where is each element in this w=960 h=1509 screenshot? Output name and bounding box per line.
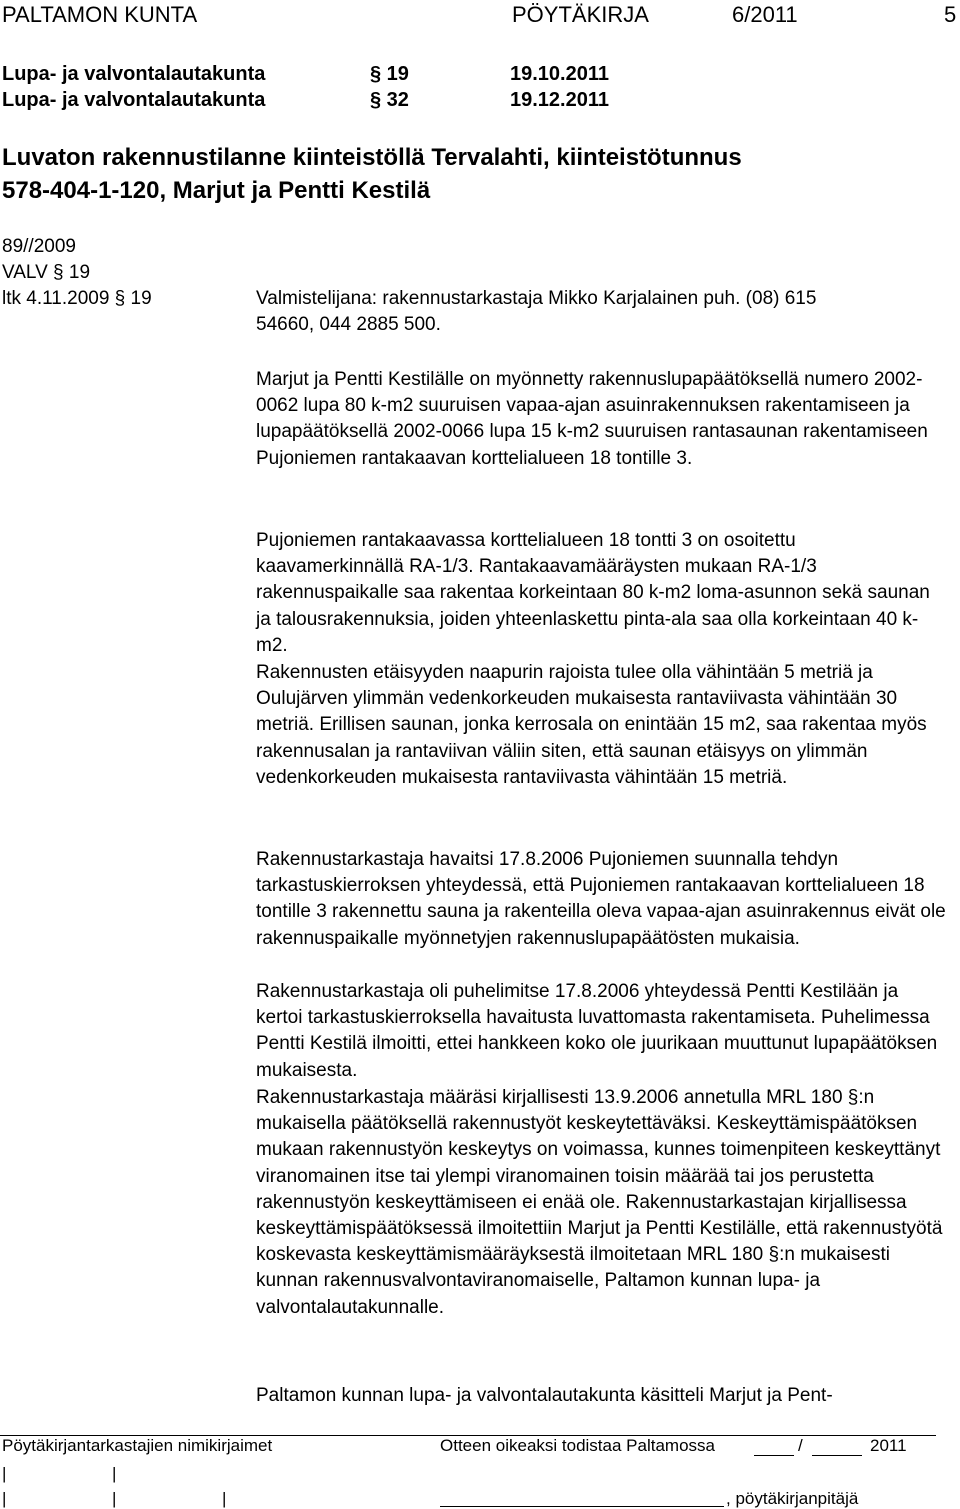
initials-mark: | (2, 1464, 7, 1483)
meeting-body: Lupa- ja valvontalautakunta (2, 63, 266, 85)
day-blank (754, 1455, 794, 1456)
footer-year: 2011 (870, 1436, 907, 1455)
doc-type: PÖYTÄKIRJA (512, 2, 649, 27)
preparer-line1: Valmistelijana: rakennustarkastaja Mikko Karjalainen puh. (08) 615 (256, 288, 817, 309)
paragraph-suspension (256, 1085, 946, 1321)
paragraph-text: Rakennusten etäisyyden naapurin rajoista tulee olla vähintään 5 metriä ja Oulujärven ylimmän vedenkorkeuden mukaisesta rantaviivasta vähintään 30 metriä. Erillisen saunan, jonka kerrosala on enintään 15 m2, saa rakentaa myös rakennusalan ja rantaviivan väliin siten, että saunan etäisyys on ylimmän vedenkorkeuden mukaisesta rantaviivasta vähintään 15 metriä. (256, 662, 927, 788)
footer-initials-label: Pöytäkirjantarkastajien nimikirjaimet (2, 1436, 273, 1455)
paragraph-text: Paltamon kunnan lupa- ja valvontalautakunta käsitteli Marjut ja Pent- (256, 1385, 833, 1406)
meeting-section: § 32 (370, 89, 409, 111)
paragraph-text: Rakennustarkastaja havaitsi 17.8.2006 Pujoniemen suunnalla tehdyn tarkastuskierroksen yhteydessä, että Pujoniemen rantakaavan korttelialueen 18 tontille 3 rakennettu sauna ja rakenteilla oleva vapaa-ajan asuinrakennus eivät ole rakennuspaikalle myönnetyjen rakennuslupapäätösten mukaisia. (256, 849, 946, 949)
ltk-reference: ltk 4.11.2009 § 19 (2, 288, 152, 309)
date-slash: / (798, 1436, 803, 1455)
initials-mark: | (2, 1489, 7, 1508)
month-blank (812, 1455, 862, 1456)
page-number: 5 (944, 2, 957, 27)
initials-mark: | (112, 1464, 117, 1483)
paragraph-inspection (256, 847, 946, 952)
meeting-section: § 19 (370, 63, 409, 85)
preparer-line2: 54660, 044 2885 500. (256, 314, 441, 335)
initials-mark: | (112, 1489, 117, 1508)
case-title-line1: Luvaton rakennustilanne kiinteistöllä Tervalahti, kiinteistötunnus (2, 144, 742, 171)
case-title-line2: 578-404-1-120, Marjut ja Pentti Kestilä (2, 177, 431, 204)
paragraph-phone-call (256, 979, 946, 1084)
case-number: 89//2009 (2, 236, 76, 257)
org-name: PALTAMON KUNTA (2, 2, 198, 27)
signature-blank (440, 1506, 724, 1507)
valv-reference: VALV § 19 (2, 262, 91, 283)
paragraph-permits (256, 367, 946, 472)
paragraph-committee (256, 1383, 946, 1409)
doc-number: 6/2011 (732, 2, 798, 27)
paragraph-distances (256, 660, 946, 791)
meeting-date: 19.12.2011 (510, 89, 609, 111)
paragraph-text: Pujoniemen rantakaavassa korttelialueen 18 tontti 3 on osoitettu kaavamerkinnällä RA-1/3. Rantakaavamääräysten mukaan RA-1/3 rakennuspaikalle saa rakentaa korkeintaan 80 k-m2 loma-asunnon sekä saunan ja talousrakennuksia, joiden yhteenlaskettu pinta-ala saa olla korkeintaan 40 k-m2. (256, 530, 930, 656)
paragraph-text: Marjut ja Pentti Kestilälle on myönnetty rakennuslupapäätöksellä numero 2002-0062 lupa 80 k-m2 suuruisen vapaa-ajan asuinrakennuksen rakentamiseen ja lupapäätöksellä 2002-0066 lupa 15 k-m2 suuruisen rantasaunan rakentamiseen Pujoniemen rantakaavan korttelialueen 18 tontille 3. (256, 369, 928, 469)
paragraph-text: Rakennustarkastaja määräsi kirjallisesti 13.9.2006 annetulla MRL 180 §:n mukaisella päätöksellä rakennustyöt keskeytettäväksi. Keskeyttämispäätöksen mukaan rakennustyön keskeytys on voimassa, kunnes toimenpiteen keskeyttänyt viranomainen itse tai ylempi viranomainen toisin määrää tai jos perustetta rakennustyön keskeyttämiseen ei enää ole. Rakennustarkastajan kirjallisessa keskeyttämispäätöksessä ilmoitettiin Marjut ja Pentti Kestilälle, että rakennustyötä koskevasta keskeyttämismääräyksestä ilmoitetaan MRL 180 §:n mukaisesti kunnan rakennusvalvontaviranomaiselle, Paltamon kunnan lupa- ja valvontalautakunnalle. (256, 1087, 943, 1318)
footer-certification-label: Otteen oikeaksi todistaa Paltamossa (440, 1436, 715, 1455)
paragraph-text: Rakennustarkastaja oli puhelimitse 17.8.2006 yhteydessä Pentti Kestilään ja kertoi tarkastuskierroksella havaitusta luvattomasta rakentamiseta. Puhelimessa Pentti Kestilä ilmoitti, ettei hankkeen koko ole juurikaan muuttunut lupapäätöksen mukaisesta. (256, 981, 938, 1081)
meeting-date: 19.10.2011 (510, 63, 609, 85)
signer-role: , pöytäkirjanpitäjä (726, 1489, 859, 1508)
initials-mark: | (222, 1489, 227, 1508)
meeting-body: Lupa- ja valvontalautakunta (2, 89, 266, 111)
paragraph-zoning (256, 528, 946, 659)
